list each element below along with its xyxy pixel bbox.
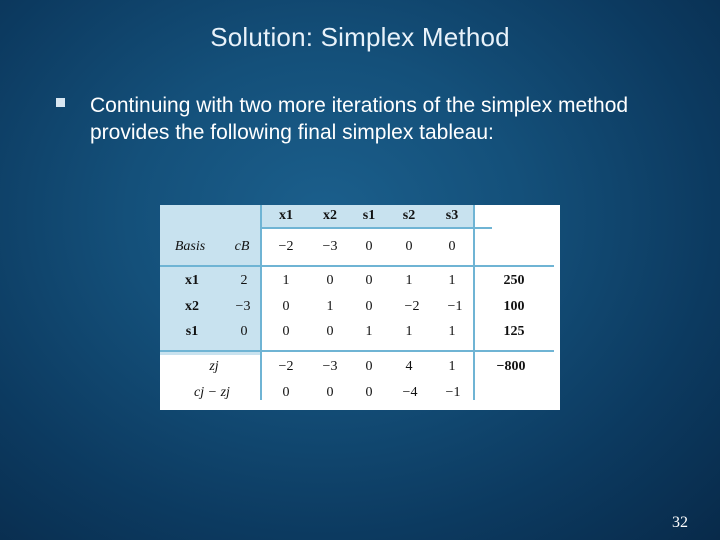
rhs-value: 100 <box>503 299 525 314</box>
zj-value: 0 <box>365 359 373 374</box>
cb-value: 2 <box>240 273 248 288</box>
cj-zj-value: −4 <box>402 385 418 400</box>
cj-zj-value: 0 <box>365 385 373 400</box>
tableau-value: 1 <box>448 273 456 288</box>
cb-value: −3 <box>235 299 251 314</box>
basis-label: Basis <box>174 239 206 254</box>
rhs-value: 125 <box>503 324 525 339</box>
zj-value: 4 <box>405 359 413 374</box>
zj-value: −3 <box>322 359 338 374</box>
cj-zj-value: −1 <box>445 385 461 400</box>
vline-left <box>260 205 262 400</box>
objective-value: −800 <box>496 359 526 374</box>
header-band-left <box>160 205 260 267</box>
cost-value: −2 <box>278 239 294 254</box>
rhs-value: 250 <box>503 273 525 288</box>
cost-value: 0 <box>365 239 373 254</box>
tableau-value: 1 <box>405 324 413 339</box>
tableau-value: 0 <box>326 273 334 288</box>
tableau-value: 0 <box>365 299 373 314</box>
tableau-value: 1 <box>365 324 373 339</box>
tableau-value: 0 <box>365 273 373 288</box>
tableau-value: 0 <box>282 324 290 339</box>
cj-zj-value: 0 <box>282 385 290 400</box>
header-var: s2 <box>402 208 416 223</box>
bullet-text: Continuing with two more iterations of the simplex method provides the following final simplex tableau: <box>90 94 629 144</box>
tableau-value: −1 <box>447 299 463 314</box>
tableau-value: 0 <box>282 299 290 314</box>
cj-zj-value: 0 <box>326 385 334 400</box>
basis-var: s1 <box>185 324 199 339</box>
vline-right <box>473 205 475 400</box>
slide-title: Solution: Simplex Method <box>210 22 510 52</box>
header-var: s1 <box>362 208 376 223</box>
header-var: x2 <box>323 208 337 223</box>
hline-header <box>260 227 492 229</box>
zj-value: −2 <box>278 359 294 374</box>
cost-value: −3 <box>322 239 338 254</box>
hline-cost <box>160 265 554 267</box>
header-var: x1 <box>279 208 293 223</box>
page-number: 32 <box>672 514 688 531</box>
tableau-value: 1 <box>405 273 413 288</box>
cb-label: cB <box>234 239 250 254</box>
zj-label: zj <box>209 359 219 374</box>
hline-body <box>160 350 554 352</box>
square-bullet-icon <box>56 98 65 107</box>
tableau-value: 1 <box>448 324 456 339</box>
zj-value: 1 <box>448 359 456 374</box>
tableau-value: 1 <box>282 273 290 288</box>
basis-var: x1 <box>185 273 199 288</box>
simplex-tableau <box>160 205 560 410</box>
cost-value: 0 <box>405 239 413 254</box>
cj-zj-label: cj − zj <box>194 385 230 400</box>
cb-value: 0 <box>240 324 248 339</box>
header-var: s3 <box>445 208 459 223</box>
tableau-value: −2 <box>404 299 420 314</box>
tableau-value: 1 <box>326 299 334 314</box>
basis-var: x2 <box>185 299 199 314</box>
cost-value: 0 <box>448 239 456 254</box>
tableau-value: 0 <box>326 324 334 339</box>
